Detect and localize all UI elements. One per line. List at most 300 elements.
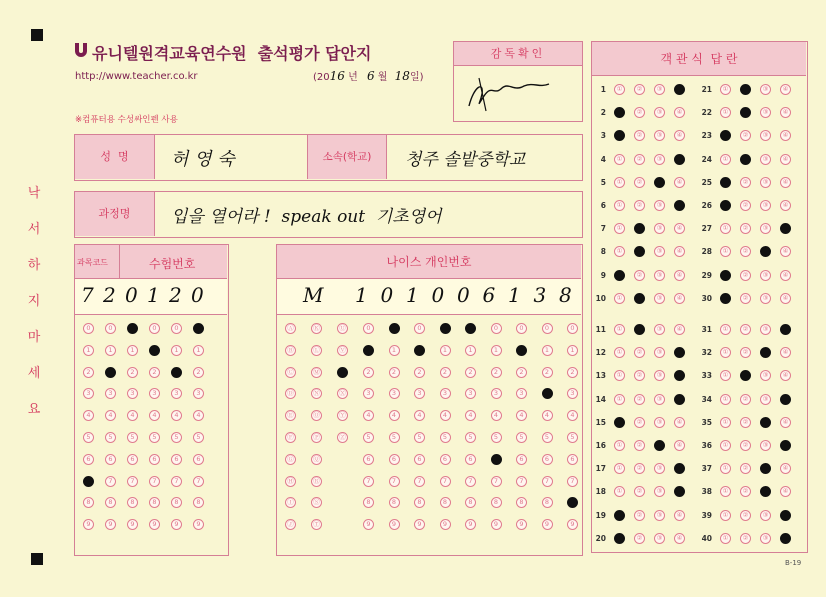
bubble-0 <box>440 323 451 334</box>
bubble-6 <box>491 454 502 465</box>
answer-bubble <box>720 130 731 141</box>
answer-bubble <box>634 246 645 257</box>
bubble-3: 3 <box>363 388 374 399</box>
bubble-6: 6 <box>516 454 527 465</box>
bubble-5: 5 <box>465 432 476 443</box>
answer-bubble: ④ <box>780 347 791 358</box>
bubble-7: 7 <box>149 476 160 487</box>
bubble-4: 4 <box>516 410 527 421</box>
answer-bubble: ② <box>634 486 645 497</box>
bubble-6: 6 <box>193 454 204 465</box>
bubble-0: 0 <box>105 323 116 334</box>
bubble-3: 3 <box>389 388 400 399</box>
bubble-5: 5 <box>193 432 204 443</box>
answer-bubble: ② <box>634 347 645 358</box>
bubble-5: 5 <box>127 432 138 443</box>
answer-bubble: ③ <box>760 510 771 521</box>
handwritten-digit: 2 <box>169 283 182 307</box>
answer-bubble: ④ <box>674 177 685 188</box>
answer-bubble: ① <box>614 324 625 335</box>
answer-bubble: ③ <box>760 440 771 451</box>
answer-bubble: ③ <box>654 370 665 381</box>
answer-bubble <box>780 394 791 405</box>
bubble-3: 3 <box>193 388 204 399</box>
answer-bubble <box>740 107 751 118</box>
question-number: 14 <box>595 394 606 404</box>
answer-bubble: ② <box>634 463 645 474</box>
answer-bubble: ② <box>740 486 751 497</box>
bubble-4: 4 <box>465 410 476 421</box>
letter-bubble: Ⓐ <box>285 323 296 334</box>
question-number: 22 <box>701 108 712 118</box>
answer-bubble: ① <box>614 154 625 165</box>
bubble-1 <box>414 345 425 356</box>
letter-bubble: Ⓕ <box>285 432 296 443</box>
bubble-7: 7 <box>491 476 502 487</box>
answer-bubble: ② <box>740 246 751 257</box>
answer-bubble: ④ <box>674 293 685 304</box>
question-number: 20 <box>595 533 606 543</box>
bubble-0 <box>389 323 400 334</box>
question-number: 2 <box>600 108 606 118</box>
answer-bubble: ② <box>740 440 751 451</box>
letter-bubble: Ⓞ <box>311 410 322 421</box>
answer-bubble <box>780 223 791 234</box>
subject-code-label: 과목코드 <box>77 258 108 267</box>
answer-bubble <box>760 347 771 358</box>
bubble-0: 0 <box>567 323 578 334</box>
answer-bubble <box>674 463 685 474</box>
bubble-4: 4 <box>127 410 138 421</box>
handwritten-digit: 1 <box>355 283 368 307</box>
answer-bubble: ③ <box>760 84 771 95</box>
bubble-8 <box>567 497 578 508</box>
answer-bubble <box>740 370 751 381</box>
question-number: 25 <box>701 177 712 187</box>
handwritten-digit: M <box>303 283 324 307</box>
bubble-6: 6 <box>171 454 182 465</box>
answer-bubble: ② <box>740 417 751 428</box>
letter-bubble: Ⓤ <box>337 323 348 334</box>
answer-bubble: ② <box>634 107 645 118</box>
letter-bubble: Ⓢ <box>311 497 322 508</box>
answer-bubble <box>760 246 771 257</box>
answer-bubble <box>720 293 731 304</box>
answer-bubble: ② <box>634 370 645 381</box>
bubble-4: 4 <box>389 410 400 421</box>
bubble-1 <box>149 345 160 356</box>
answer-bubble: ③ <box>654 463 665 474</box>
answer-bubble: ① <box>720 324 731 335</box>
bubble-6: 6 <box>440 454 451 465</box>
answer-bubble: ① <box>720 440 731 451</box>
letter-bubble: Ⓔ <box>285 410 296 421</box>
letter-bubble: Ⓙ <box>285 519 296 530</box>
name-label: 성 명 <box>100 150 129 163</box>
bubble-4: 4 <box>440 410 451 421</box>
answer-bubble: ① <box>720 486 731 497</box>
answer-bubble: ② <box>634 270 645 281</box>
bubble-8: 8 <box>363 497 374 508</box>
handwritten-digit: 1 <box>406 283 419 307</box>
bubble-2: 2 <box>83 367 94 378</box>
answer-bubble <box>760 463 771 474</box>
question-number: 40 <box>701 533 712 543</box>
answer-bubble: ① <box>614 370 625 381</box>
bubble-4: 4 <box>542 410 553 421</box>
answer-bubble: ③ <box>654 347 665 358</box>
answer-bubble: ③ <box>760 177 771 188</box>
answer-bubble: ② <box>634 417 645 428</box>
handwritten-digit: 1 <box>508 283 521 307</box>
bubble-1: 1 <box>542 345 553 356</box>
answer-bubble: ③ <box>760 394 771 405</box>
bubble-4: 4 <box>149 410 160 421</box>
answer-bubble: ① <box>720 246 731 257</box>
question-number: 9 <box>600 270 606 280</box>
answer-bubble <box>760 417 771 428</box>
bubble-2 <box>105 367 116 378</box>
side-char: 서 <box>27 222 41 237</box>
form-code: B-19 <box>785 559 802 567</box>
answer-bubble: ② <box>740 463 751 474</box>
handwritten-digit: 6 <box>482 283 496 307</box>
question-number: 1 <box>600 85 606 94</box>
letter-bubble: Ⓧ <box>337 388 348 399</box>
answer-bubble: ③ <box>654 324 665 335</box>
bubble-7: 7 <box>127 476 138 487</box>
bubble-5: 5 <box>105 432 116 443</box>
bubble-7: 7 <box>193 476 204 487</box>
bubble-3: 3 <box>149 388 160 399</box>
answer-bubble: ③ <box>760 270 771 281</box>
question-number: 28 <box>701 247 712 257</box>
handwritten-digit: 2 <box>103 283 116 307</box>
answer-bubble <box>614 107 625 118</box>
answer-bubble <box>780 533 791 544</box>
answer-bubble: ③ <box>760 200 771 211</box>
bubble-3 <box>542 388 553 399</box>
question-number: 13 <box>595 371 606 381</box>
bubble-4: 4 <box>83 410 94 421</box>
answer-bubble: ① <box>720 154 731 165</box>
answer-bubble: ① <box>614 440 625 451</box>
nice-number-grid <box>276 244 583 556</box>
answer-bubble: ③ <box>654 246 665 257</box>
answer-bubble <box>740 84 751 95</box>
bubble-6: 6 <box>105 454 116 465</box>
bubble-9: 9 <box>83 519 94 530</box>
bubble-9: 9 <box>193 519 204 530</box>
answer-bubble: ④ <box>674 510 685 521</box>
answer-bubble: ① <box>614 84 625 95</box>
question-number: 21 <box>701 85 712 94</box>
bubble-1: 1 <box>389 345 400 356</box>
answer-bubble: ④ <box>674 107 685 118</box>
answer-bubble: ④ <box>674 223 685 234</box>
answer-bubble <box>780 440 791 451</box>
letter-bubble: Ⓘ <box>285 497 296 508</box>
answer-bubble: ④ <box>780 293 791 304</box>
bubble-0 <box>127 323 138 334</box>
answer-bubble: ④ <box>780 84 791 95</box>
bubble-7: 7 <box>542 476 553 487</box>
bubble-2: 2 <box>542 367 553 378</box>
question-number: 17 <box>595 464 606 474</box>
bubble-3: 3 <box>465 388 476 399</box>
answer-bubble: ① <box>614 394 625 405</box>
answer-bubble <box>720 177 731 188</box>
letter-bubble: Ⓗ <box>285 476 296 487</box>
bubble-4: 4 <box>363 410 374 421</box>
answer-bubble: ③ <box>760 130 771 141</box>
letter-bubble: Ⓑ <box>285 345 296 356</box>
answer-bubble: ② <box>740 200 751 211</box>
answer-bubble: ④ <box>674 440 685 451</box>
answer-bubble: ② <box>740 394 751 405</box>
answer-bubble: ③ <box>654 417 665 428</box>
answer-bubble: ② <box>634 510 645 521</box>
name-row <box>74 134 583 181</box>
pen-note: ※컴퓨터용 수성싸인펜 사용 <box>75 115 178 125</box>
answer-bubble: ④ <box>674 533 685 544</box>
bubble-3: 3 <box>567 388 578 399</box>
bubble-2: 2 <box>491 367 502 378</box>
bubble-2: 2 <box>440 367 451 378</box>
supervisor-signature <box>454 66 582 120</box>
answer-bubble: ② <box>634 177 645 188</box>
answer-bubble: ① <box>614 347 625 358</box>
question-number: 30 <box>701 293 712 303</box>
answer-bubble: ④ <box>780 246 791 257</box>
answer-bubble <box>720 200 731 211</box>
bubble-9: 9 <box>567 519 578 530</box>
bubble-2: 2 <box>149 367 160 378</box>
side-char: 낙 <box>27 186 41 201</box>
bubble-4: 4 <box>193 410 204 421</box>
bubble-9: 9 <box>542 519 553 530</box>
answer-bubble <box>674 370 685 381</box>
answer-bubble <box>674 394 685 405</box>
bubble-4: 4 <box>491 410 502 421</box>
logo-icon <box>73 42 89 58</box>
handwritten-digit: 3 <box>533 283 547 307</box>
bubble-9: 9 <box>363 519 374 530</box>
answer-bubble: ④ <box>780 130 791 141</box>
bubble-0: 0 <box>363 323 374 334</box>
answer-bubble: ② <box>634 440 645 451</box>
bubble-1: 1 <box>105 345 116 356</box>
answer-bubble: ② <box>634 154 645 165</box>
answer-bubble <box>780 324 791 335</box>
answer-bubble: ④ <box>780 370 791 381</box>
bubble-6: 6 <box>414 454 425 465</box>
bubble-8: 8 <box>105 497 116 508</box>
answer-bubble: ① <box>720 417 731 428</box>
question-number: 24 <box>701 154 712 164</box>
bubble-0: 0 <box>149 323 160 334</box>
letter-bubble: Ⓝ <box>311 388 322 399</box>
bubble-1: 1 <box>567 345 578 356</box>
bubble-3: 3 <box>171 388 182 399</box>
answer-bubble: ① <box>614 293 625 304</box>
question-number: 23 <box>701 131 712 141</box>
sheet-title: 유니텔원격교육연수원 출석평가 답안지 <box>92 44 372 63</box>
bubble-2: 2 <box>127 367 138 378</box>
bubble-8: 8 <box>414 497 425 508</box>
bubble-3: 3 <box>83 388 94 399</box>
letter-bubble: Ⓥ <box>337 345 348 356</box>
affiliation-value: 청주 솔밭중학교 <box>405 150 526 170</box>
bubble-9: 9 <box>389 519 400 530</box>
bubble-0: 0 <box>516 323 527 334</box>
bubble-4: 4 <box>105 410 116 421</box>
name-value: 허 영 숙 <box>171 149 235 170</box>
bubble-8: 8 <box>193 497 204 508</box>
side-char: 지 <box>27 294 41 309</box>
supervisor-label: 감독확인 <box>490 47 546 60</box>
answer-bubble <box>654 177 665 188</box>
bubble-3: 3 <box>491 388 502 399</box>
answer-bubble: ③ <box>654 293 665 304</box>
bubble-0: 0 <box>491 323 502 334</box>
question-number: 34 <box>701 394 712 404</box>
letter-bubble: Ⓨ <box>337 410 348 421</box>
answer-bubble: ② <box>634 130 645 141</box>
answer-bubble: ③ <box>760 293 771 304</box>
answer-bubble: ① <box>720 370 731 381</box>
bubble-3: 3 <box>440 388 451 399</box>
bubble-8: 8 <box>440 497 451 508</box>
answer-bubble: ③ <box>654 394 665 405</box>
bubble-8: 8 <box>149 497 160 508</box>
bubble-2: 2 <box>414 367 425 378</box>
answer-bubble: ② <box>634 394 645 405</box>
answer-bubble: ① <box>720 347 731 358</box>
bubble-1: 1 <box>465 345 476 356</box>
bubble-5: 5 <box>542 432 553 443</box>
bubble-2: 2 <box>567 367 578 378</box>
answer-bubble: ① <box>614 486 625 497</box>
question-number: 39 <box>701 510 712 520</box>
answer-bubble <box>634 223 645 234</box>
letter-bubble: Ⓜ <box>311 367 322 378</box>
question-number: 33 <box>701 371 712 381</box>
answers-label: 객 관 식 답 란 <box>660 52 738 66</box>
answer-bubble: ④ <box>780 463 791 474</box>
answer-bubble: ④ <box>780 270 791 281</box>
answer-bubble: ④ <box>674 324 685 335</box>
answer-bubble: ③ <box>760 154 771 165</box>
bubble-7: 7 <box>465 476 476 487</box>
answer-bubble: ② <box>634 533 645 544</box>
bubble-9: 9 <box>127 519 138 530</box>
bubble-1: 1 <box>83 345 94 356</box>
bubble-7: 7 <box>414 476 425 487</box>
question-number: 31 <box>701 325 712 334</box>
answer-bubble: ③ <box>654 130 665 141</box>
bubble-0: 0 <box>83 323 94 334</box>
bubble-0: 0 <box>171 323 182 334</box>
answer-bubble <box>720 270 731 281</box>
bubble-4: 4 <box>567 410 578 421</box>
answer-bubble: ① <box>720 107 731 118</box>
exam-number-label: 수험번호 <box>149 257 196 271</box>
bubble-5: 5 <box>171 432 182 443</box>
answer-bubble <box>780 510 791 521</box>
question-number: 38 <box>701 487 712 497</box>
answer-bubble: ③ <box>654 486 665 497</box>
question-number: 15 <box>595 417 606 427</box>
bubble-0: 0 <box>542 323 553 334</box>
answer-bubble <box>614 270 625 281</box>
corner-marker-top <box>31 29 43 41</box>
question-number: 3 <box>600 131 606 141</box>
side-char: 세 <box>27 366 41 381</box>
bubble-2: 2 <box>363 367 374 378</box>
answer-bubble <box>674 154 685 165</box>
answer-bubble: ④ <box>780 417 791 428</box>
answer-bubble: ③ <box>654 200 665 211</box>
bubble-5: 5 <box>83 432 94 443</box>
question-number: 27 <box>701 224 712 234</box>
answer-bubble: ② <box>634 84 645 95</box>
bubble-7: 7 <box>171 476 182 487</box>
answer-bubble: ① <box>614 200 625 211</box>
nice-label: 나이스 개인번호 <box>386 255 472 269</box>
bubble-8: 8 <box>127 497 138 508</box>
question-number: 32 <box>701 348 712 358</box>
answer-bubble: ② <box>740 293 751 304</box>
letter-bubble: Ⓟ <box>311 432 322 443</box>
handwritten-digit: 0 <box>380 283 394 307</box>
bubble-0 <box>465 323 476 334</box>
bubble-9: 9 <box>414 519 425 530</box>
question-number: 12 <box>595 348 606 358</box>
side-char: 하 <box>27 258 41 273</box>
bubble-3: 3 <box>516 388 527 399</box>
handwritten-digit: 1 <box>147 283 160 307</box>
answer-bubble <box>760 486 771 497</box>
answer-bubble: ④ <box>674 130 685 141</box>
supervisor-box <box>453 41 583 122</box>
handwritten-digit: 0 <box>125 283 138 307</box>
answer-bubble: ② <box>740 177 751 188</box>
answer-bubble: ① <box>720 84 731 95</box>
answer-bubble: ③ <box>760 324 771 335</box>
answer-bubble <box>634 324 645 335</box>
answer-bubble <box>674 84 685 95</box>
bubble-7: 7 <box>363 476 374 487</box>
corner-marker-bottom <box>31 553 43 565</box>
bubble-5: 5 <box>414 432 425 443</box>
bubble-1: 1 <box>127 345 138 356</box>
bubble-7: 7 <box>567 476 578 487</box>
bubble-9: 9 <box>105 519 116 530</box>
bubble-9: 9 <box>149 519 160 530</box>
bubble-2: 2 <box>516 367 527 378</box>
course-row <box>74 191 583 238</box>
question-number: 35 <box>701 417 712 427</box>
answer-bubble <box>634 293 645 304</box>
affiliation-label: 소속(학교) <box>322 151 372 163</box>
bubble-5: 5 <box>491 432 502 443</box>
question-number: 7 <box>600 224 606 234</box>
letter-bubble: Ⓚ <box>311 323 322 334</box>
answer-bubble: ③ <box>654 84 665 95</box>
answer-bubble <box>614 533 625 544</box>
answer-bubble: ③ <box>654 223 665 234</box>
